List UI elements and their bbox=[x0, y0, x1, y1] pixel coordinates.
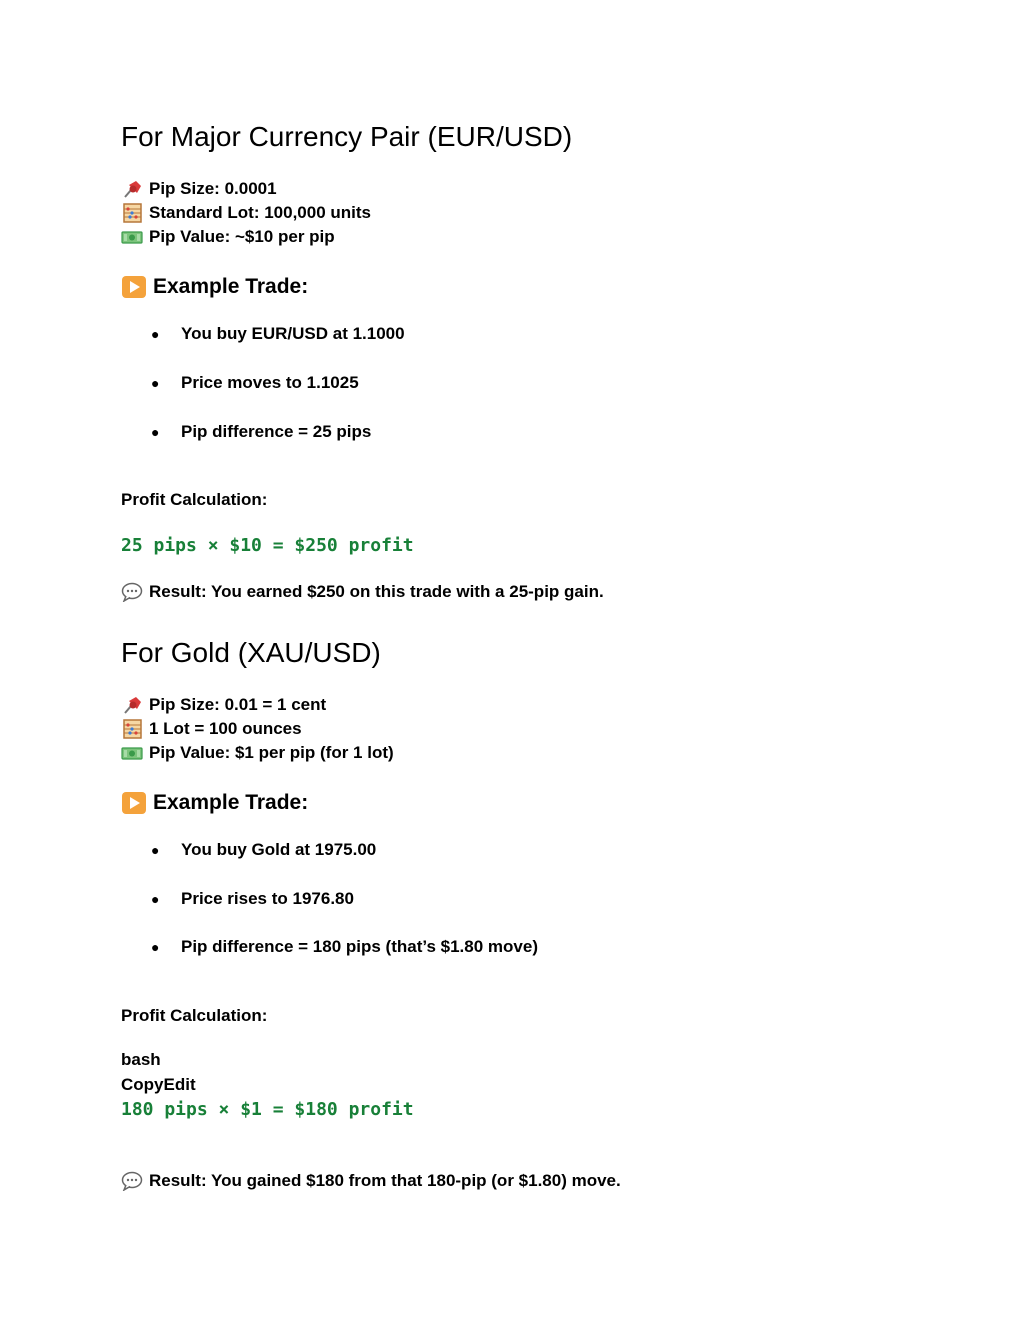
play-button-icon bbox=[121, 791, 147, 815]
result-text: Result: You earned $250 on this trade with a 25-pip gain. bbox=[149, 582, 604, 601]
list-item: ● Price moves to 1.1025 bbox=[151, 373, 359, 392]
money-icon bbox=[121, 743, 143, 763]
fact-pip-size bbox=[121, 693, 326, 717]
fact-pip-value-text: Pip Value: ~$10 per pip bbox=[149, 227, 335, 246]
list-item: ● Pip difference = 25 pips bbox=[151, 422, 372, 441]
speech-balloon-icon bbox=[121, 1171, 143, 1191]
fact-pip-size-text: Pip Size: 0.01 = 1 cent bbox=[149, 695, 327, 714]
copy-edit-label[interactable]: CopyEdit bbox=[121, 1075, 196, 1094]
result-text: Result: You gained $180 from that 180-pip (or $1.80) move. bbox=[149, 1171, 621, 1190]
section-title-gold: For Gold (XAU/USD) bbox=[121, 637, 381, 668]
example-trade-heading bbox=[121, 273, 308, 301]
speech-balloon-icon bbox=[121, 582, 143, 602]
abacus-icon bbox=[121, 203, 143, 223]
fact-lot-text: 1 Lot = 100 ounces bbox=[149, 719, 302, 738]
list-item: ● You buy Gold at 1975.00 bbox=[151, 840, 377, 859]
fact-pip-value bbox=[121, 741, 394, 765]
profit-calculation-heading: Profit Calculation: bbox=[121, 490, 268, 509]
example-trade-heading bbox=[121, 789, 308, 817]
code-language-label: bash bbox=[121, 1050, 161, 1069]
code-line: 25 pips × $10 = $250 profit bbox=[121, 535, 414, 556]
example-trade-heading-text: Example Trade: bbox=[153, 275, 309, 298]
fact-lot bbox=[121, 717, 302, 741]
money-icon bbox=[121, 227, 143, 247]
pushpin-icon bbox=[121, 179, 143, 199]
fact-lot bbox=[121, 201, 371, 225]
fact-lot-text: Standard Lot: 100,000 units bbox=[149, 203, 371, 222]
profit-calculation-heading: Profit Calculation: bbox=[121, 1006, 268, 1025]
play-button-icon bbox=[121, 275, 147, 299]
pushpin-icon bbox=[121, 695, 143, 715]
code-line: 180 pips × $1 = $180 profit bbox=[121, 1099, 414, 1120]
list-item: ● You buy EUR/USD at 1.1000 bbox=[151, 324, 405, 343]
section-title-eurusd: For Major Currency Pair (EUR/USD) bbox=[121, 121, 573, 152]
list-item: ● Pip difference = 180 pips (that’s $1.80 move) bbox=[151, 937, 538, 956]
result-line bbox=[121, 580, 604, 604]
fact-pip-size bbox=[121, 177, 277, 201]
example-trade-heading-text: Example Trade: bbox=[153, 791, 309, 814]
result-line bbox=[121, 1169, 621, 1193]
list-item: ● Price rises to 1976.80 bbox=[151, 889, 354, 908]
abacus-icon bbox=[121, 719, 143, 739]
fact-pip-size-text: Pip Size: 0.0001 bbox=[149, 179, 277, 198]
fact-pip-value-text: Pip Value: $1 per pip (for 1 lot) bbox=[149, 743, 394, 762]
fact-pip-value bbox=[121, 225, 335, 249]
